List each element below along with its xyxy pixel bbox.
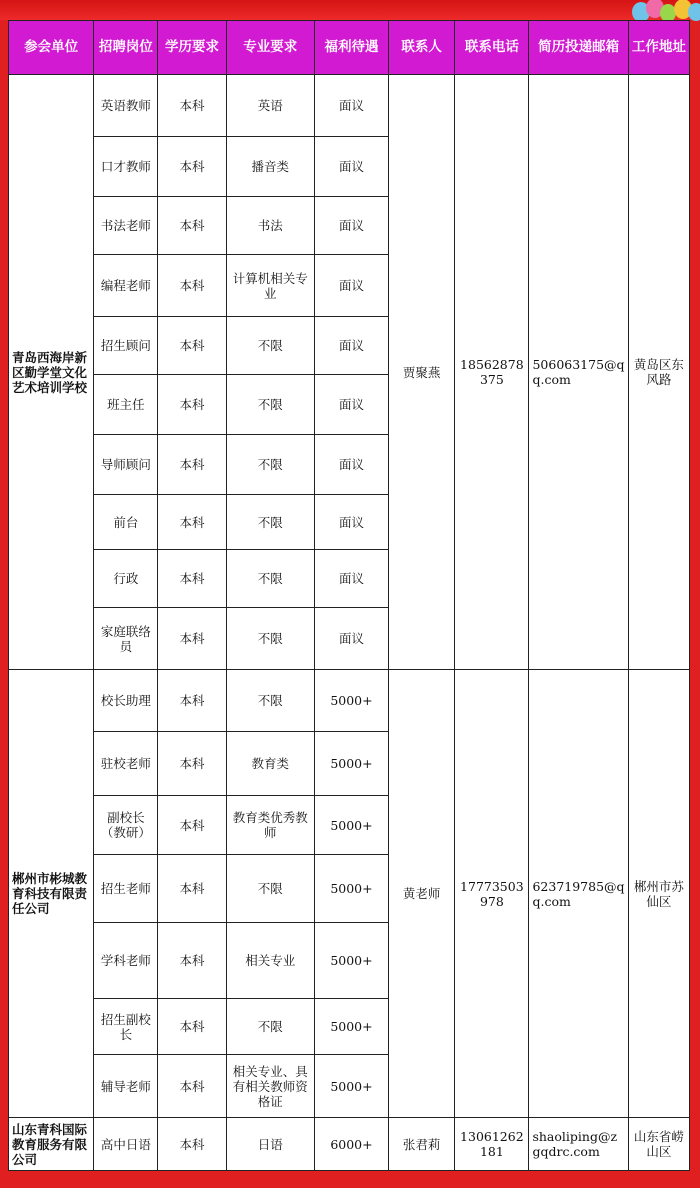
major-cell: 不限 bbox=[226, 855, 314, 923]
major-cell: 不限 bbox=[226, 317, 314, 375]
benefit-cell: 面议 bbox=[314, 495, 388, 550]
contact-cell: 黄老师 bbox=[389, 670, 455, 1118]
education-cell: 本科 bbox=[158, 732, 226, 796]
benefit-cell: 面议 bbox=[314, 550, 388, 608]
education-cell: 本科 bbox=[158, 855, 226, 923]
position-cell: 家庭联络员 bbox=[94, 608, 158, 670]
major-cell: 不限 bbox=[226, 608, 314, 670]
benefit-cell: 面议 bbox=[314, 435, 388, 495]
position-cell: 招生顾问 bbox=[94, 317, 158, 375]
org-name: 青岛西海岸新区勤学堂文化艺术培训学校 bbox=[9, 75, 94, 670]
position-cell: 编程老师 bbox=[94, 255, 158, 317]
address-cell: 山东省崂山区 bbox=[628, 1118, 689, 1171]
major-cell: 书法 bbox=[226, 197, 314, 255]
table-row bbox=[9, 75, 690, 137]
table-header-row bbox=[9, 21, 690, 75]
header-address: 工作地址 bbox=[628, 21, 689, 75]
major-cell: 教育类 bbox=[226, 732, 314, 796]
position-cell: 副校长（教研） bbox=[94, 796, 158, 855]
position-cell: 辅导老师 bbox=[94, 1055, 158, 1118]
education-cell: 本科 bbox=[158, 999, 226, 1055]
phone-cell: 13061262181 bbox=[455, 1118, 529, 1171]
major-cell: 相关专业、具有相关教师资格证 bbox=[226, 1055, 314, 1118]
major-cell: 计算机相关专业 bbox=[226, 255, 314, 317]
header-education: 学历要求 bbox=[158, 21, 226, 75]
position-cell: 前台 bbox=[94, 495, 158, 550]
email-cell: shaoliping@zgqdrc.com bbox=[529, 1118, 628, 1171]
education-cell: 本科 bbox=[158, 435, 226, 495]
address-cell: 黄岛区东风路 bbox=[628, 75, 689, 670]
major-cell: 播音类 bbox=[226, 137, 314, 197]
header-position: 招聘岗位 bbox=[94, 21, 158, 75]
education-cell: 本科 bbox=[158, 550, 226, 608]
education-cell: 本科 bbox=[158, 608, 226, 670]
education-cell: 本科 bbox=[158, 1118, 226, 1171]
education-cell: 本科 bbox=[158, 796, 226, 855]
benefit-cell: 面议 bbox=[314, 75, 388, 137]
phone-cell: 17773503978 bbox=[455, 670, 529, 1118]
position-cell: 班主任 bbox=[94, 375, 158, 435]
education-cell: 本科 bbox=[158, 923, 226, 999]
position-cell: 招生副校长 bbox=[94, 999, 158, 1055]
education-cell: 本科 bbox=[158, 375, 226, 435]
benefit-cell: 面议 bbox=[314, 197, 388, 255]
major-cell: 英语 bbox=[226, 75, 314, 137]
position-cell: 校长助理 bbox=[94, 670, 158, 732]
benefit-cell: 面议 bbox=[314, 375, 388, 435]
address-cell: 郴州市苏仙区 bbox=[628, 670, 689, 1118]
job-listing-table bbox=[8, 20, 690, 1171]
major-cell: 不限 bbox=[226, 375, 314, 435]
education-cell: 本科 bbox=[158, 1055, 226, 1118]
benefit-cell: 面议 bbox=[314, 255, 388, 317]
header-org: 参会单位 bbox=[9, 21, 94, 75]
education-cell: 本科 bbox=[158, 255, 226, 317]
major-cell: 不限 bbox=[226, 435, 314, 495]
position-cell: 行政 bbox=[94, 550, 158, 608]
major-cell: 教育类优秀教师 bbox=[226, 796, 314, 855]
frame-top-band bbox=[0, 0, 700, 20]
benefit-cell: 5000+ bbox=[314, 1055, 388, 1118]
education-cell: 本科 bbox=[158, 670, 226, 732]
major-cell: 不限 bbox=[226, 670, 314, 732]
phone-cell: 18562878375 bbox=[455, 75, 529, 670]
org-name: 山东青科国际教育服务有限公司 bbox=[9, 1118, 94, 1171]
header-contact: 联系人 bbox=[389, 21, 455, 75]
table-row bbox=[9, 670, 690, 732]
position-cell: 高中日语 bbox=[94, 1118, 158, 1171]
benefit-cell: 5000+ bbox=[314, 855, 388, 923]
position-cell: 口才教师 bbox=[94, 137, 158, 197]
benefit-cell: 5000+ bbox=[314, 999, 388, 1055]
education-cell: 本科 bbox=[158, 317, 226, 375]
benefit-cell: 面议 bbox=[314, 608, 388, 670]
education-cell: 本科 bbox=[158, 495, 226, 550]
major-cell: 不限 bbox=[226, 495, 314, 550]
position-cell: 招生老师 bbox=[94, 855, 158, 923]
benefit-cell: 面议 bbox=[314, 317, 388, 375]
org-name: 郴州市彬城教育科技有限责任公司 bbox=[9, 670, 94, 1118]
position-cell: 学科老师 bbox=[94, 923, 158, 999]
table-row bbox=[9, 1118, 690, 1171]
header-benefit: 福利待遇 bbox=[314, 21, 388, 75]
benefit-cell: 6000+ bbox=[314, 1118, 388, 1171]
benefit-cell: 面议 bbox=[314, 137, 388, 197]
major-cell: 不限 bbox=[226, 550, 314, 608]
education-cell: 本科 bbox=[158, 75, 226, 137]
header-email: 简历投递邮箱 bbox=[529, 21, 628, 75]
contact-cell: 张君莉 bbox=[389, 1118, 455, 1171]
position-cell: 驻校老师 bbox=[94, 732, 158, 796]
position-cell: 英语教师 bbox=[94, 75, 158, 137]
education-cell: 本科 bbox=[158, 137, 226, 197]
email-cell: 623719785@qq.com bbox=[529, 670, 628, 1118]
header-phone: 联系电话 bbox=[455, 21, 529, 75]
major-cell: 不限 bbox=[226, 999, 314, 1055]
education-cell: 本科 bbox=[158, 197, 226, 255]
major-cell: 日语 bbox=[226, 1118, 314, 1171]
email-cell: 506063175@qq.com bbox=[529, 75, 628, 670]
benefit-cell: 5000+ bbox=[314, 923, 388, 999]
major-cell: 相关专业 bbox=[226, 923, 314, 999]
position-cell: 书法老师 bbox=[94, 197, 158, 255]
benefit-cell: 5000+ bbox=[314, 796, 388, 855]
benefit-cell: 5000+ bbox=[314, 670, 388, 732]
position-cell: 导师顾问 bbox=[94, 435, 158, 495]
contact-cell: 贾聚燕 bbox=[389, 75, 455, 670]
benefit-cell: 5000+ bbox=[314, 732, 388, 796]
header-major: 专业要求 bbox=[226, 21, 314, 75]
